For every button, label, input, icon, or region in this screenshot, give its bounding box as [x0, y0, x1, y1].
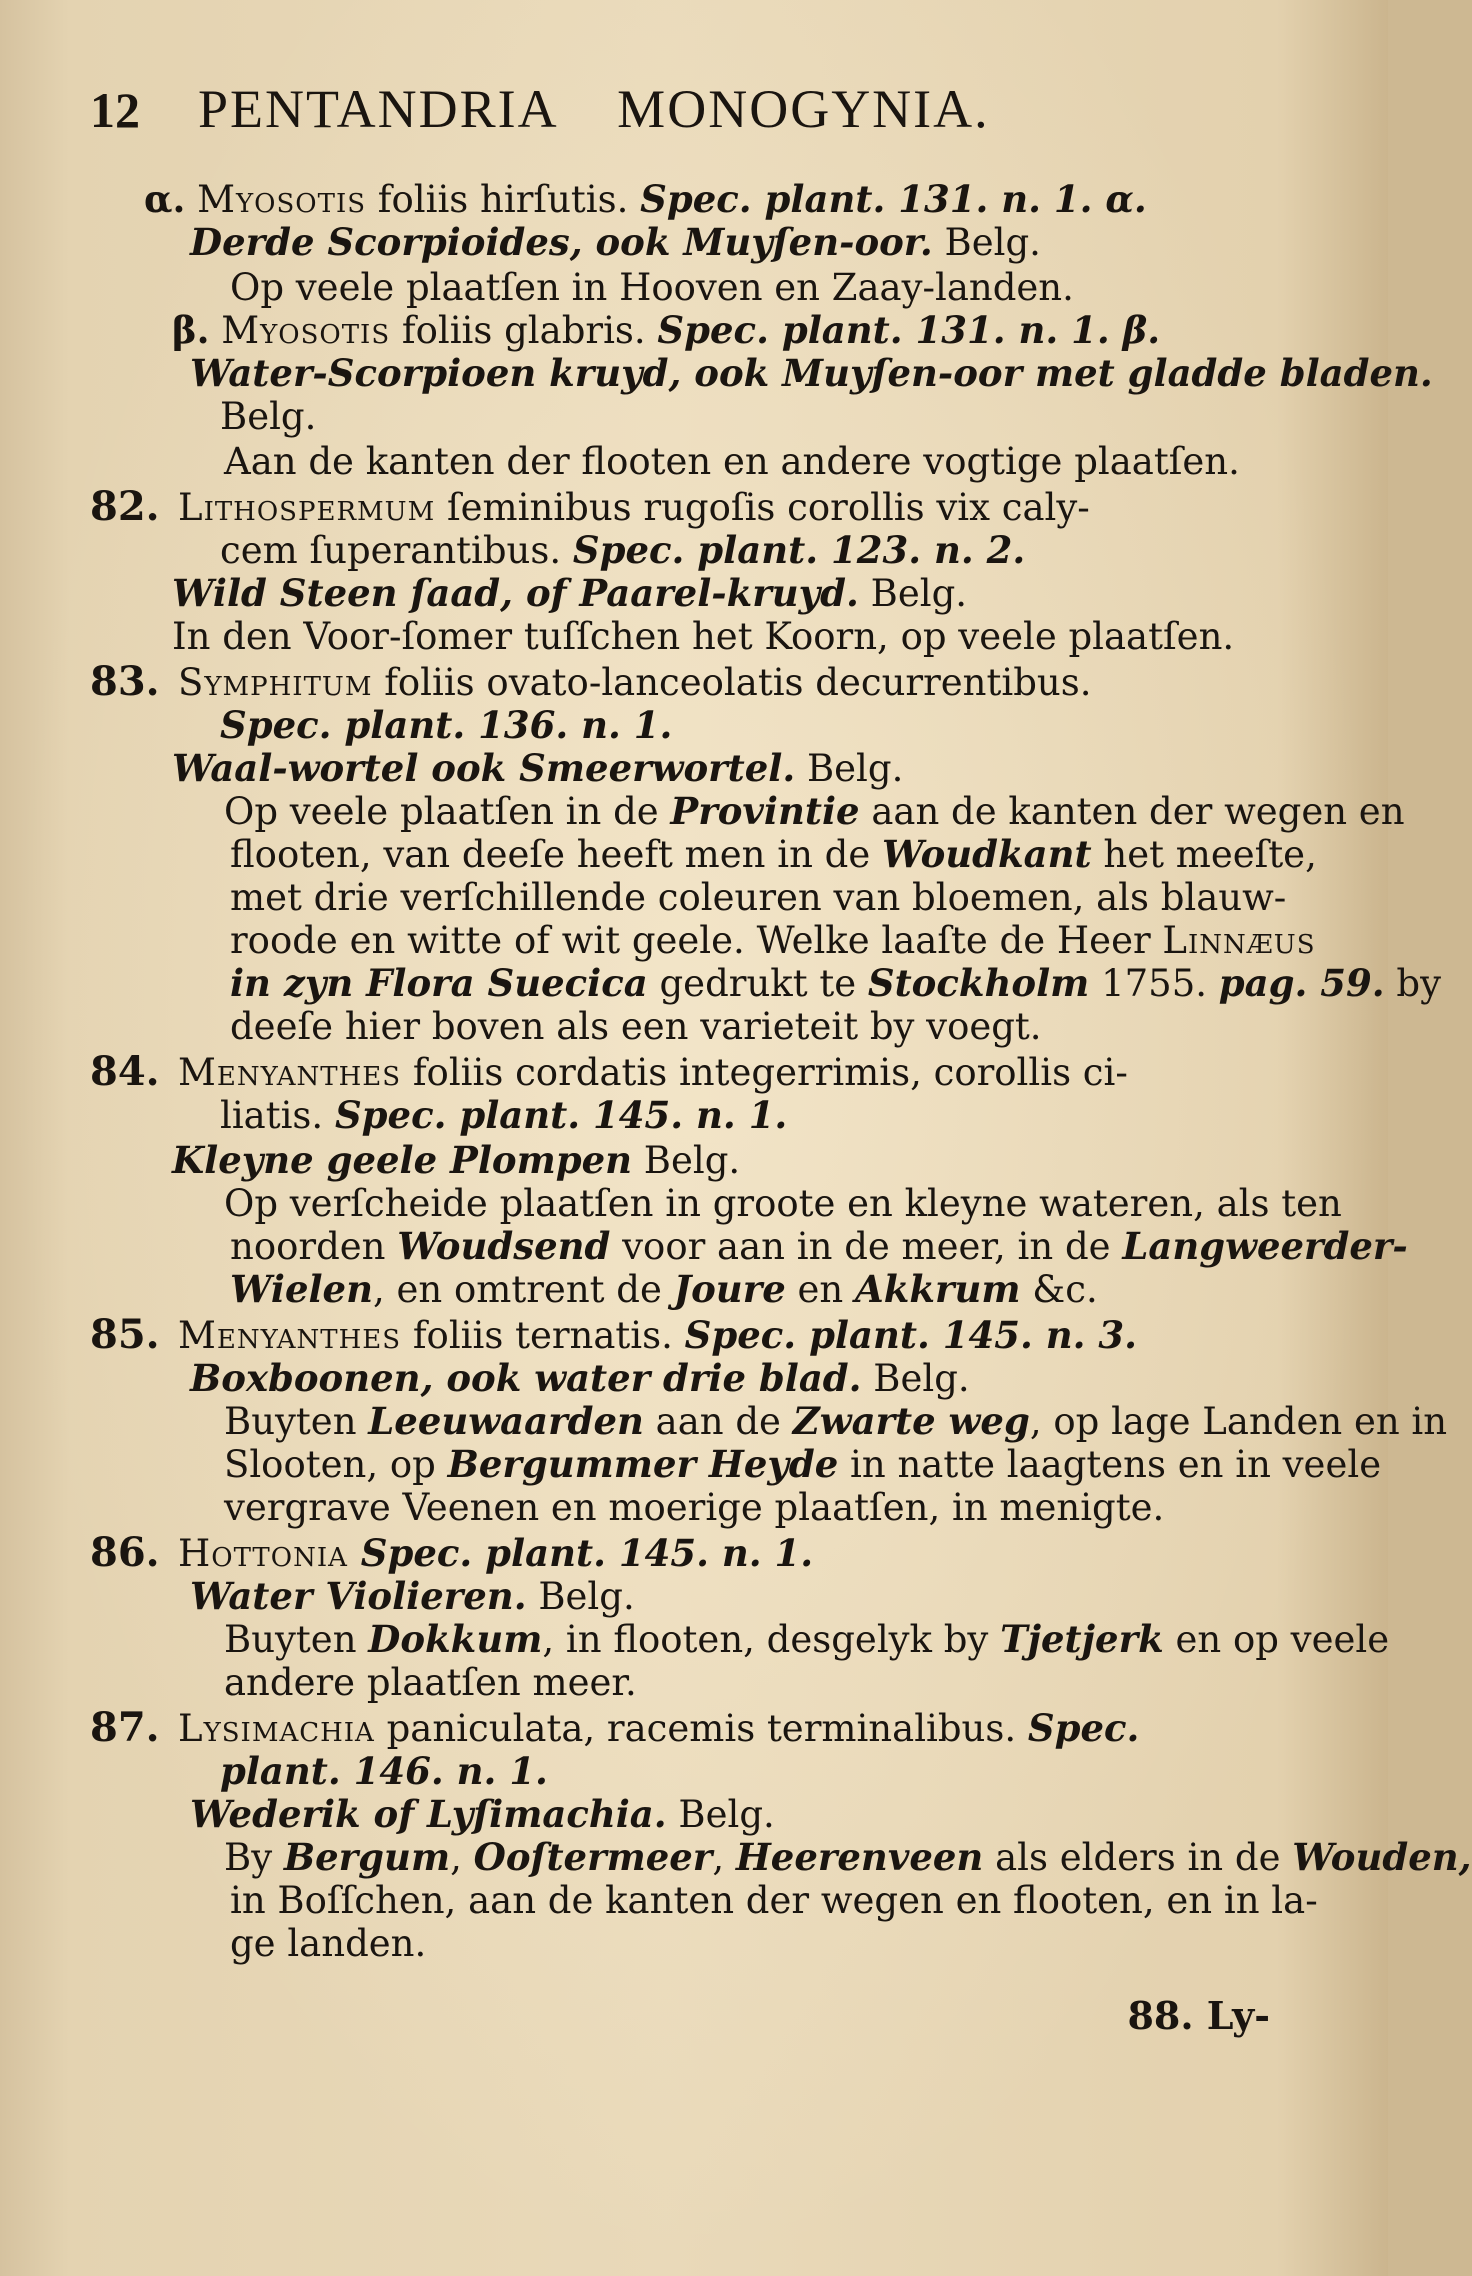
- entry-number: 85.: [90, 1311, 160, 1358]
- entry-heading: α. Myosotis foliis hirſutis. Spec. plant. 131. n. 1. α.: [144, 177, 1147, 221]
- genus-name: Lysimachia: [178, 1707, 375, 1750]
- species-reference: plant. 146. n. 1.: [220, 1749, 548, 1793]
- species-reference: Spec. plant. 145. n. 1.: [334, 1093, 788, 1137]
- species-reference: Spec. plant. 136. n. 1.: [220, 703, 673, 747]
- page-number: 12: [90, 82, 140, 138]
- vernacular-names: Wederik of Lyſimachia. Belg.: [190, 1792, 775, 1836]
- habitat-text: In den Voor-ſomer tuſſchen het Koorn, op veele plaatſen.: [172, 615, 1235, 658]
- vernacular-names: Water Violieren. Belg.: [190, 1574, 635, 1618]
- habitat-text: Slooten, op Bergummer Heyde in natte laagtens en in veele: [224, 1442, 1382, 1486]
- belg-label: Belg.: [220, 395, 317, 438]
- entry-heading: 82. Lithospermum ſeminibus rugoſis corollis vix caly-: [90, 483, 1090, 530]
- habitat-text: deeſe hier boven als een varieteit by voegt.: [230, 1005, 1042, 1048]
- habitat-text: Buyten Leeuwaarden aan de Zwarte weg, op lage Landen en in: [224, 1399, 1448, 1443]
- habitat-text: Aan de kanten der flooten en andere vogtige plaatſen.: [224, 440, 1240, 483]
- page-header: [90, 78, 1282, 164]
- entry-number: 86.: [90, 1529, 160, 1576]
- species-reference: Spec.: [1027, 1706, 1140, 1750]
- genus-name: Myosotis: [197, 178, 367, 221]
- habitat-text: Op veele plaatſen in de Provintie aan de kanten der wegen en: [224, 789, 1405, 833]
- entry-heading: 85. Menyanthes foliis ternatis. Spec. plant. 145. n. 3.: [90, 1311, 1138, 1358]
- habitat-text: in zyn Flora Suecica gedrukt te Stockholm 1755. pag. 59. by: [230, 961, 1441, 1005]
- vernacular-names: Derde Scorpioides, ook Muyſen-oor. Belg.: [190, 220, 1041, 264]
- habitat-text: Buyten Dokkum, in flooten, desgelyk by Tjetjerk en op veele: [224, 1617, 1390, 1661]
- genus-name: Lithospermum: [178, 486, 436, 529]
- habitat-text: Op veele plaatſen in Hooven en Zaay-landen.: [230, 266, 1074, 309]
- habitat-text: flooten, van deeſe heeft men in de Woudkant het meeſte,: [230, 832, 1317, 876]
- habitat-text: By Bergum, Ooſtermeer, Heerenveen als elders in de Wouden,: [224, 1835, 1472, 1879]
- habitat-text: Op verſcheide plaatſen in groote en kleyne wateren, als ten: [224, 1182, 1342, 1225]
- catchword: 88. Ly-: [1127, 1993, 1270, 2038]
- habitat-text: ge landen.: [230, 1922, 427, 1965]
- habitat-text: met drie verſchillende coleuren van bloemen, als blauw-: [230, 876, 1287, 919]
- genus-name: Menyanthes: [178, 1314, 402, 1357]
- species-reference: Spec. plant. 145. n. 3.: [684, 1313, 1138, 1357]
- entry-heading: 84. Menyanthes foliis cordatis integerrimis, corollis ci-: [90, 1048, 1128, 1095]
- habitat-text: noorden Woudsend voor aan in de meer, in de Langweerder-: [230, 1224, 1408, 1268]
- entry-number: 83.: [90, 658, 160, 705]
- genus-name: Symphitum: [178, 661, 373, 704]
- genus-name: Menyanthes: [178, 1051, 402, 1094]
- running-title: PENTANDRIA MONOGYNIA.: [198, 79, 990, 139]
- entry-number: 84.: [90, 1048, 160, 1095]
- species-reference: Spec. plant. 145. n. 1.: [347, 1531, 814, 1575]
- entry-heading: [90, 1531, 1282, 1575]
- genus-name: Myosotis: [221, 309, 391, 352]
- vernacular-names: Kleyne geele Plompen Belg.: [172, 1138, 741, 1182]
- vernacular-names: Wild Steen ſaad, of Paarel-kruyd. Belg.: [172, 571, 968, 615]
- vernacular-names: Waal-wortel ook Smeerwortel. Belg.: [172, 746, 904, 790]
- entry-number: 87.: [90, 1704, 160, 1751]
- entry-heading: 83. Symphitum foliis ovato-lanceolatis decurrentibus.: [90, 658, 1092, 705]
- habitat-text: vergrave Veenen en moerige plaatſen, in menigte.: [224, 1486, 1165, 1529]
- species-reference: Spec. plant. 131. n. 1. β.: [657, 308, 1161, 352]
- habitat-text: in Boſſchen, aan de kanten der wegen en flooten, en in la-: [230, 1879, 1318, 1922]
- vernacular-names: Water-Scorpioen kruyd, ook Muyſen-oor met gladde bladen.: [190, 351, 1433, 395]
- habitat-text: andere plaatſen meer.: [224, 1661, 637, 1704]
- entry-heading-cont: liatis. Spec. plant. 145. n. 1.: [220, 1093, 788, 1137]
- entry-number: 82.: [90, 483, 160, 530]
- species-reference: Spec. plant. 131. n. 1. α.: [640, 177, 1147, 221]
- genus-name: Hottonia: [178, 1532, 348, 1575]
- habitat-text: roode en witte of wit geele. Welke laaſte de Heer Linnæus: [230, 919, 1316, 962]
- entry-heading-cont: cem ſuperantibus. Spec. plant. 123. n. 2.: [220, 528, 1026, 572]
- vernacular-names: Boxboonen, ook water drie blad. Belg.: [190, 1356, 970, 1400]
- species-reference: Spec. plant. 123. n. 2.: [572, 528, 1026, 572]
- entry-heading: 87. Lysimachia paniculata, racemis terminalibus. Spec.: [90, 1704, 1140, 1751]
- entry-heading: β. Myosotis foliis glabris. Spec. plant. 131. n. 1. β.: [172, 308, 1161, 352]
- habitat-text: Wielen, en omtrent de Joure en Akkrum &c.: [230, 1267, 1098, 1311]
